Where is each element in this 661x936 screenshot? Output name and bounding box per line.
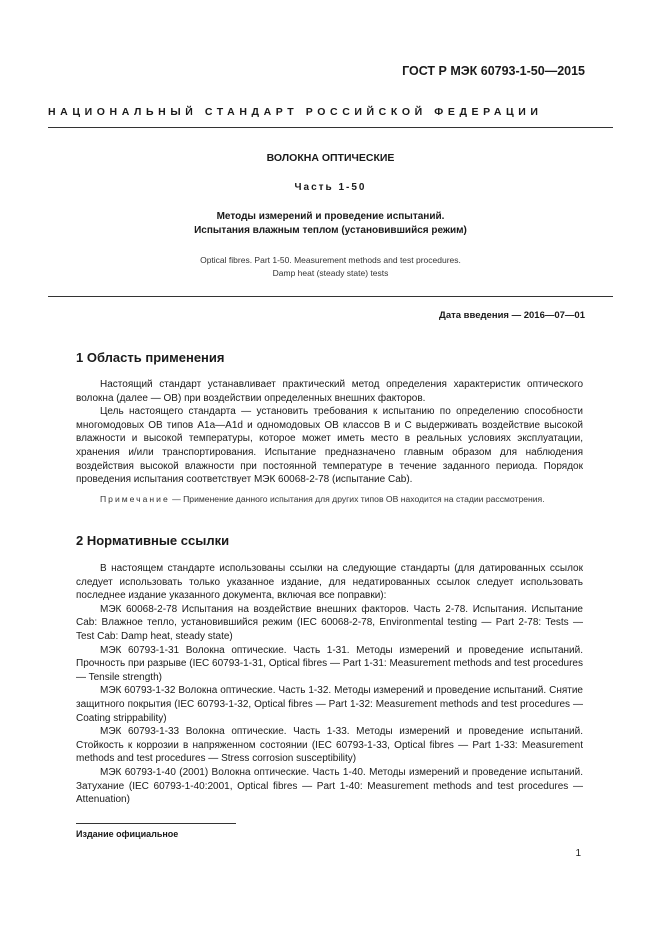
section-2-paragraph-1: В настоящем стандарте использованы ссылки на следующие стандарты (для датированных ссылок следует использовать только указанное издание, для недатированных ссылок следует использовать последнее издание указанного документа, включая все поправки):	[76, 563, 583, 602]
title-divider	[48, 296, 613, 297]
title-english-1: Optical fibres. Part 1-50. Measurement methods and test procedures.	[200, 255, 461, 265]
introduction-date: Дата введения — 2016—07—01	[439, 310, 585, 321]
header-divider	[48, 127, 613, 128]
title-part: Часть 1-50	[294, 182, 367, 193]
section-2-heading: 2 Нормативные ссылки	[76, 533, 230, 548]
note-text: — Применение данного испытания для других типов ОВ находится на стадии рассмотрения.	[169, 494, 545, 504]
section-1-body	[76, 378, 583, 487]
official-edition-label: Издание официальное	[76, 829, 179, 839]
reference-iec-60793-1-32: МЭК 60793-1-32 Волокна оптические. Часть 1-32. Методы измерений и проведение испытаний. Снятие защитного покрытия (IEC 60793-1-32, Optical fibres — Part 1-32: Measurement methods and test procedures — Coating strippability)	[76, 685, 583, 724]
note-label: Примечание	[100, 494, 170, 504]
section-1-paragraph-2: Цель настоящего стандарта — установить требования к испытанию по определению способности многомодовых ОВ типов A1a—A1d и одномодовых ОВ классов В и С выдерживать воздействие высокой влажности и высокой температуры, которое может иметь место в реальных условиях эксплуатации, хранения и/или транспортирования. Испытание предназначено главным образом для наблюдения воздействия высокой влажности при постоянной температуре в течение заданного периода. Порядок проведения испытания соответствует МЭК 60068-2-78 (испытание Cab).	[76, 406, 583, 486]
reference-iec-60793-1-31: МЭК 60793-1-31 Волокна оптические. Часть 1-31. Методы измерений и проведение испытаний. Прочность при разрыве (IEC 60793-1-31, Optical fibres — Part 1-31: Measurement methods and test procedures — Tensile strength)	[76, 644, 583, 683]
page-number: 1	[575, 848, 581, 859]
footer-divider	[76, 823, 236, 824]
section-1-heading: 1 Область применения	[76, 350, 225, 365]
section-1-paragraph-1: Настоящий стандарт устанавливает практический метод определения характеристик оптического волокна (далее — ОВ) при воздействии определенных внешних факторов.	[76, 379, 583, 404]
title-sub-1: Методы измерений и проведение испытаний.	[216, 211, 445, 222]
title-english-2: Damp heat (steady state) tests	[272, 268, 389, 278]
reference-iec-60793-1-33: МЭК 60793-1-33 Волокна оптические. Часть 1-33. Методы измерений и проведение испытаний. Стойкость к коррозии в напряженном состоянии (IEC 60793-1-33, Optical fibres — Part 1-33: Measurement methods and test procedures — Stress corrosion susceptibility)	[76, 726, 583, 765]
title-sub-2: Испытания влажным теплом (установившийся режим)	[194, 225, 467, 236]
title-main: ВОЛОКНА ОПТИЧЕСКИЕ	[266, 152, 395, 164]
national-standard-banner: НАЦИОНАЛЬНЫЙ СТАНДАРТ РОССИЙСКОЙ ФЕДЕРАЦИИ	[48, 106, 543, 118]
section-2-body	[76, 562, 583, 807]
section-1-note	[76, 493, 583, 506]
reference-iec-60068-2-78: МЭК 60068-2-78 Испытания на воздействие внешних факторов. Часть 2-78. Испытания. Испытание Cab: Влажное тепло, установившийся режим (IEC 60068-2-78, Environmental testing — Part 2-78: Tests — Test Cab: Damp heat, steady state)	[76, 603, 583, 642]
reference-iec-60793-1-40: МЭК 60793-1-40 (2001) Волокна оптические. Часть 1-40. Методы измерений и проведение испытаний. Затухание (IEC 60793-1-40:2001, Optical fibres — Part 1-40: Measurement methods and test procedures — Attenuation)	[76, 766, 583, 806]
document-code: ГОСТ Р МЭК 60793-1-50—2015	[402, 64, 585, 78]
